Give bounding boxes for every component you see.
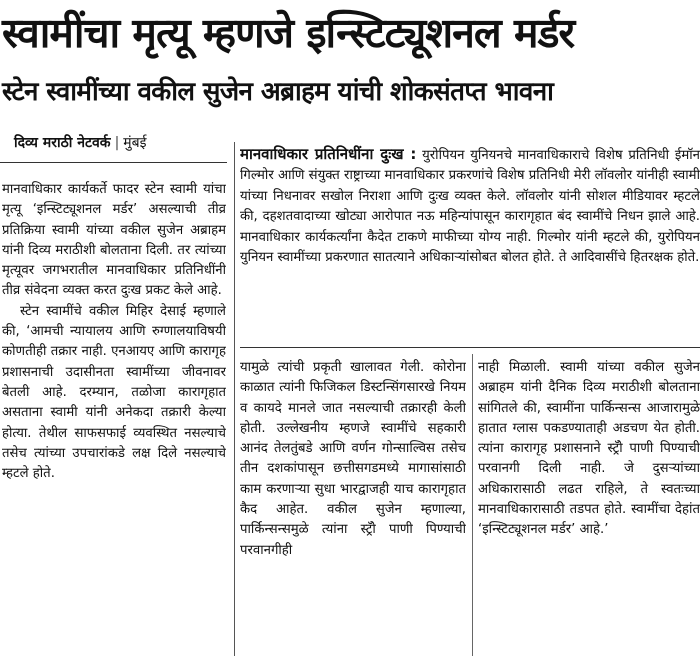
sidebar-box bbox=[240, 144, 700, 312]
byline-rule bbox=[0, 162, 227, 163]
sidebar-box-lead: मानवाधिकार प्रतिनिधींना दुःख : bbox=[240, 145, 417, 163]
byline-separator: | bbox=[114, 135, 120, 151]
sidebar-box-rule bbox=[240, 347, 700, 348]
article-paragraph-2: स्टेन स्वामींचे वकील मिहिर देसाई म्हणाले की, ‘आमची न्यायालय आणि रुग्णालयाविषयी कोणतीही तक्रार नाही. एनआयए आणि कारागृह प्रशासनाची उदासीनता स्वामींच्या जीवनावर बेतली आहे. दरम्यान, तळोजा कारागृहात असताना स्वामी यांनी अनेकदा तक्रारी केल्या होत्या. तेथील साफसफाई व्यवस्थित नसल्याचे तसेच त्यांच्या उपचारांकडे लक्ष दिले नसल्याचे म्हटले होते. bbox=[2, 303, 226, 482]
article-column-right bbox=[478, 358, 700, 656]
article-paragraph-4: नाही मिळाली. स्वामी यांच्या वकील सुजेन अब्राहम यांनी दैनिक दिव्य मराठीशी बोलताना सांगितले की, स्वामींना पार्किन्सन्स आजारामुळे हातात ग्लास पकडण्याताही अडचण येत होती. त्यांना कारागृह प्रशासनाने स्ट्रॅाे पाणी पिण्याची परवानगी दिली नाही. जे दुसऱ्यांच्या अधिकारासाठी लढत राहिले, ते स्वतःच्या मानवाधिकारासाठी तडपत होते. स्वामींचा देहांत ‘इन्स्टिट्यूशनल मर्डर’ आहे.’ bbox=[478, 360, 700, 538]
subheadline: स्टेन स्वामींच्या वकील सुजेन अब्राहम यांची शोकसंतप्त भावना bbox=[2, 77, 554, 107]
article-paragraph-3: यामुळे त्यांची प्रकृती खालावत गेली. कोरोना काळात त्यांनी फिजिकल डिस्टन्सिंगसारखे नियम व कायदे मानले जात नसल्याची तक्रारही केली होती. उल्लेखनीय म्हणजे स्वामींचे सहकारी आनंद तेलतुंबडे आणि वर्णन गोन्साल्विस तसेच तीन दशकांपासून छत्तीसगडमध्ये मागासांसाठी काम करणाऱ्या सुधा भारद्वाजही याच कारागृहात कैद आहेत. वकील सुजेन म्हणाल्या, पार्किन्सन्समुळे त्यांना स्ट्रॅाे पाणी पिण्याची परवानगीही bbox=[240, 360, 466, 558]
sidebar-box-text: युरोपियन युनियनचे मानवाधिकाराचे विशेष प्रतिनिधी ईमॉन गिल्मोर आणि संयुक्त राष्ट्राच्या मानवाधिकार प्रकरणांचे विशेष प्रतिनिधी मेरी लॉवलोर यांनीही स्वामी यांच्या निधनावर सखोल निराशा आणि दुःख व्यक्त केले. लॉवलोर यांनी सोशल मीडियावर म्हटले की, दहशतवादाच्या खोट्या आरोपात नऊ महिन्यांपासून कारागृहात बंद स्वामींचे निधन झाले आहे. मानवाधिकार कार्यकर्त्यांना कैदेत टाकणे माफीच्या योग्य नाही. गिल्मोर यांनी म्हटले की, युरोपियन युनियन स्वामींच्या प्रकरणात सातत्याने अधिकाऱ्यांसोबत बोलत होते. ते आदिवासींचे हितरक्षक होते. bbox=[240, 148, 700, 266]
article-paragraph-1: मानवाधिकार कार्यकर्ते फादर स्टेन स्वामी यांचा मृत्यू ‘इन्स्टिट्यूशनल मर्डर’ असल्याची तीव्र प्रतिक्रिया स्वामी यांच्या वकील सुजेन अब्राहम यांनी दिव्य मराठीशी बोलताना दिली. तर त्यांच्या मृत्यूवर जगभरातील मानवाधिकार प्रतिनिधींनी तीव्र संवेदना व्यक्त करत दुःख प्रकट केले आहे. bbox=[2, 182, 226, 299]
article-column-middle bbox=[240, 358, 466, 656]
byline bbox=[14, 133, 147, 152]
byline-agency: दिव्य मराठी नेटवर्क bbox=[14, 135, 111, 151]
column-divider-2 bbox=[472, 354, 473, 656]
headline: स्वामींचा मृत्यू म्हणजे इन्स्टिट्यूशनल मर्डर bbox=[2, 9, 575, 57]
column-divider bbox=[234, 142, 235, 656]
byline-city: मुंबई bbox=[123, 135, 147, 151]
article-column-left bbox=[2, 180, 226, 656]
